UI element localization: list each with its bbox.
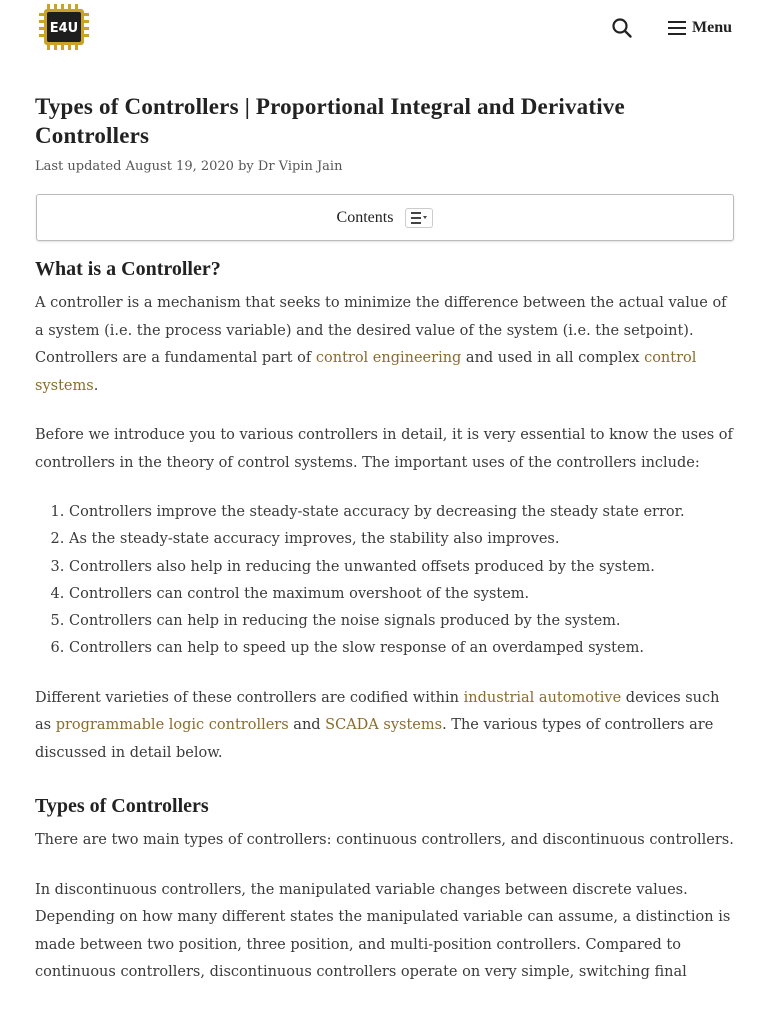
article-body	[35, 256, 735, 987]
search-icon	[610, 16, 634, 40]
list-item: 4. Controllers can control the maximum overshoot of the system.	[69, 581, 735, 608]
paragraph-discontinuous: In discontinuous controllers, the manipulated variable changes between discrete values. Depending on how many different states the manipulated variable can assume, a distinction is made between two position, three position, and multi-position controllers. Compared to continuous controllers, discontinuous controllers operate on very simple, switching final	[35, 881, 731, 981]
meta-by: by	[238, 159, 254, 174]
link-control-systems[interactable]: control systems	[35, 350, 697, 394]
toc-toggle-button[interactable]	[405, 208, 433, 228]
text-fragment: A controller is a mechanism that seeks to minimize the difference between the actual value of a system (i.e. the process variable) and the desired value of the system (i.e. the setpoint). Controllers are a fundamental part of	[35, 295, 727, 366]
list-toggle-icon	[411, 212, 427, 224]
meta-prefix: Last updated	[35, 159, 122, 174]
article-header	[35, 92, 735, 176]
table-of-contents[interactable]	[36, 194, 734, 241]
site-logo[interactable]	[39, 4, 89, 50]
heading-types-of-controllers: Types of Controllers	[35, 795, 209, 818]
post-meta	[35, 158, 735, 176]
text-fragment: and	[288, 717, 326, 734]
text-fragment: Different varieties of these controllers are codified within	[35, 689, 464, 706]
paragraph-varieties	[35, 685, 735, 768]
link-plc[interactable]: programmable logic controllers	[55, 717, 289, 734]
paragraph-controller-definition	[35, 290, 735, 400]
text-fragment: .	[93, 377, 99, 394]
list-item: 5. Controllers can help in reducing the noise signals produced by the system.	[69, 608, 735, 635]
paragraph-uses-intro: Before we introduce you to various controllers in detail, it is very essential to know the uses of controllers in the theory of control systems. The important uses of the controllers include:	[35, 427, 733, 471]
link-scada-systems[interactable]: SCADA systems	[325, 717, 443, 734]
list-item: 1. Controllers improve the steady-state accuracy by decreasing the steady state error.	[69, 499, 735, 526]
list-item: 2. As the steady-state accuracy improves, the stability also improves.	[69, 526, 735, 553]
search-button[interactable]	[610, 16, 634, 40]
text-fragment: and used in all complex	[461, 350, 645, 366]
uses-list	[69, 499, 735, 663]
page-title: Types of Controllers | Proportional Integral and Derivative Controllers	[35, 94, 625, 148]
link-control-engineering[interactable]: control engineering	[315, 350, 462, 366]
list-item: 3. Controllers also help in reducing the unwanted offsets produced by the system.	[69, 554, 735, 581]
paragraph-two-types: There are two main types of controllers: continuous controllers, and discontinuous controllers.	[35, 832, 734, 849]
logo-text: E4U	[49, 21, 79, 36]
chip-logo-icon	[39, 4, 89, 50]
menu-label: Menu	[692, 19, 732, 36]
text-fragment: . The various types of controllers are discussed in detail below.	[35, 717, 714, 761]
meta-author-link[interactable]: Dr Vipin Jain	[257, 159, 343, 174]
meta-date[interactable]: August 19, 2020	[125, 159, 234, 174]
toc-label: Contents	[336, 208, 394, 226]
heading-what-is-controller: What is a Controller?	[35, 258, 221, 280]
hamburger-icon	[668, 21, 686, 35]
menu-button[interactable]	[668, 16, 732, 40]
site-header	[0, 0, 768, 56]
text-fragment: devices such as	[35, 689, 720, 734]
list-item: 6. Controllers can help to speed up the slow response of an overdamped system.	[69, 635, 735, 662]
link-industrial-automotive[interactable]: industrial automotive	[463, 689, 622, 706]
